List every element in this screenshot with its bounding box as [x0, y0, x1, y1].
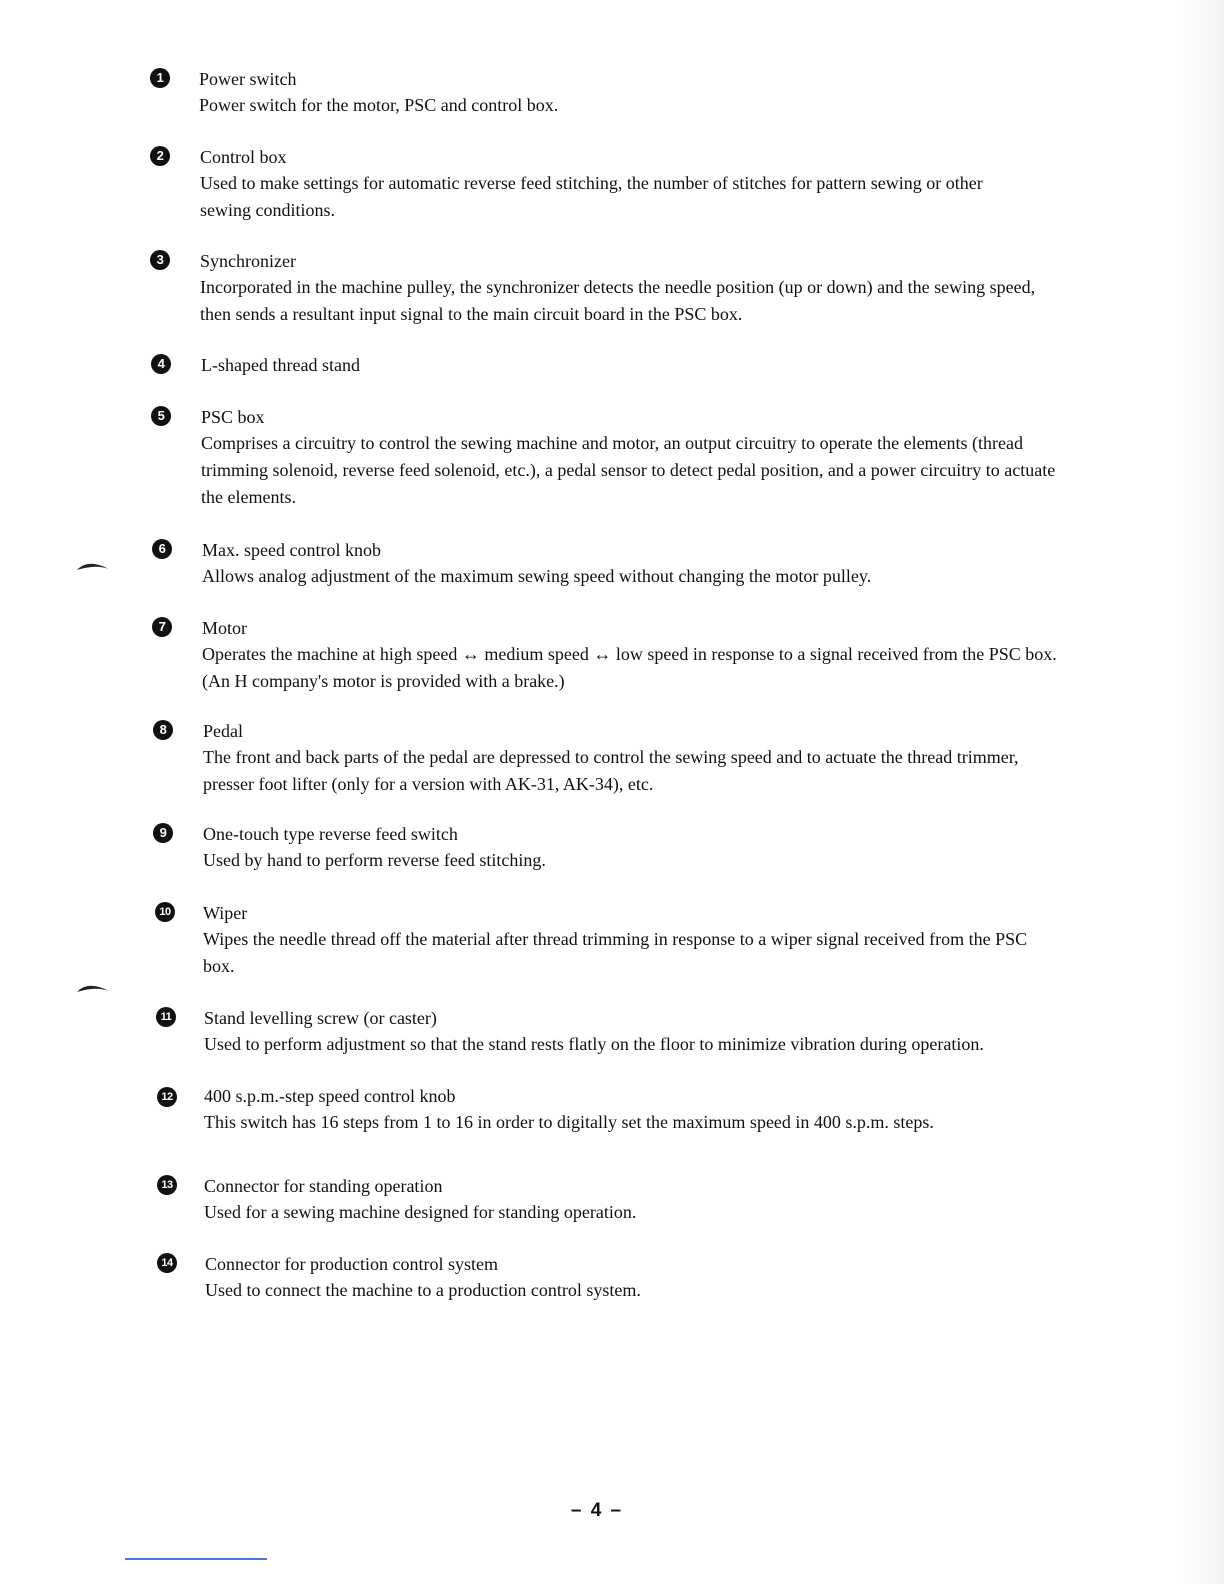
item-title: Connector for standing operation — [204, 1176, 443, 1196]
bottom-rule — [125, 1558, 267, 1560]
item-description: Used to connect the machine to a production control system. — [205, 1280, 641, 1300]
item-description: Operates the machine at high speed ↔ medium speed ↔ low speed in response to a signal received from the PSC box. (An H company's motor is provided with a brake.) — [202, 644, 1057, 691]
item-title: Synchronizer — [200, 251, 296, 271]
item-number-badge: 1 — [150, 68, 170, 88]
item-number-badge: 12 — [157, 1087, 177, 1107]
item-title: Connector for production control system — [205, 1254, 498, 1274]
item-title: L-shaped thread stand — [201, 355, 360, 375]
item-number-badge: 5 — [151, 406, 171, 426]
item-number-badge: 3 — [150, 250, 170, 270]
item-title: Control box — [200, 147, 287, 167]
item-number-badge: 10 — [155, 902, 175, 922]
item-number-badge: 8 — [153, 720, 173, 740]
item-number-badge: 4 — [151, 354, 171, 374]
item-title: PSC box — [201, 407, 265, 427]
scan-artifact-mark — [76, 980, 110, 994]
item-title: Wiper — [203, 903, 248, 923]
item-number-badge: 14 — [157, 1253, 177, 1273]
item-description: Comprises a circuitry to control the sewing machine and motor, an output circuitry to operate the elements (thread trimming solenoid, reverse feed solenoid, etc.), a pedal sensor to detect pedal position, and a power circuitry to actuate the elements. — [201, 433, 1056, 507]
item-description: This switch has 16 steps from 1 to 16 in order to digitally set the maximum speed in 400 s.p.m. steps. — [204, 1112, 934, 1132]
item-description: Allows analog adjustment of the maximum sewing speed without changing the motor pulley. — [202, 566, 872, 586]
page-number: – 4 – — [570, 1500, 624, 1521]
item-description: Used for a sewing machine designed for standing operation. — [204, 1202, 637, 1222]
item-number-badge: 2 — [150, 146, 170, 166]
item-number-badge: 9 — [153, 823, 173, 843]
item-title: Stand levelling screw (or caster) — [204, 1008, 437, 1028]
item-number-badge: 13 — [157, 1175, 177, 1195]
item-description: Used to perform adjustment so that the stand rests flatly on the floor to minimize vibration during operation. — [204, 1034, 984, 1054]
item-title: One-touch type reverse feed switch — [203, 824, 458, 844]
item-title: Motor — [202, 618, 247, 638]
item-title: 400 s.p.m.-step speed control knob — [204, 1086, 456, 1106]
scan-artifact-mark — [76, 558, 110, 572]
item-description: Used to make settings for automatic reverse feed stitching, the number of stitches for pattern sewing or other sewing conditions. — [200, 173, 983, 220]
item-description: Wipes the needle thread off the material after thread trimming in response to a wiper signal received from the PSC box. — [203, 929, 1028, 976]
item-description: Incorporated in the machine pulley, the synchronizer detects the needle position (up or down) and the sewing speed, then sends a resultant input signal to the main circuit board in the PSC box. — [200, 277, 1036, 324]
item-title: Pedal — [203, 721, 243, 741]
item-title: Power switch — [199, 69, 297, 89]
item-title: Max. speed control knob — [202, 540, 381, 560]
item-number-badge: 6 — [152, 539, 172, 559]
item-description: Power switch for the motor, PSC and control box. — [199, 95, 559, 115]
item-description: Used by hand to perform reverse feed stitching. — [203, 850, 546, 870]
item-number-badge: 7 — [152, 617, 172, 637]
item-number-badge: 11 — [156, 1007, 176, 1027]
item-description: The front and back parts of the pedal are depressed to control the sewing speed and to actuate the thread trimmer, presser foot lifter (only for a version with AK-31, AK-34), etc. — [203, 747, 1019, 794]
